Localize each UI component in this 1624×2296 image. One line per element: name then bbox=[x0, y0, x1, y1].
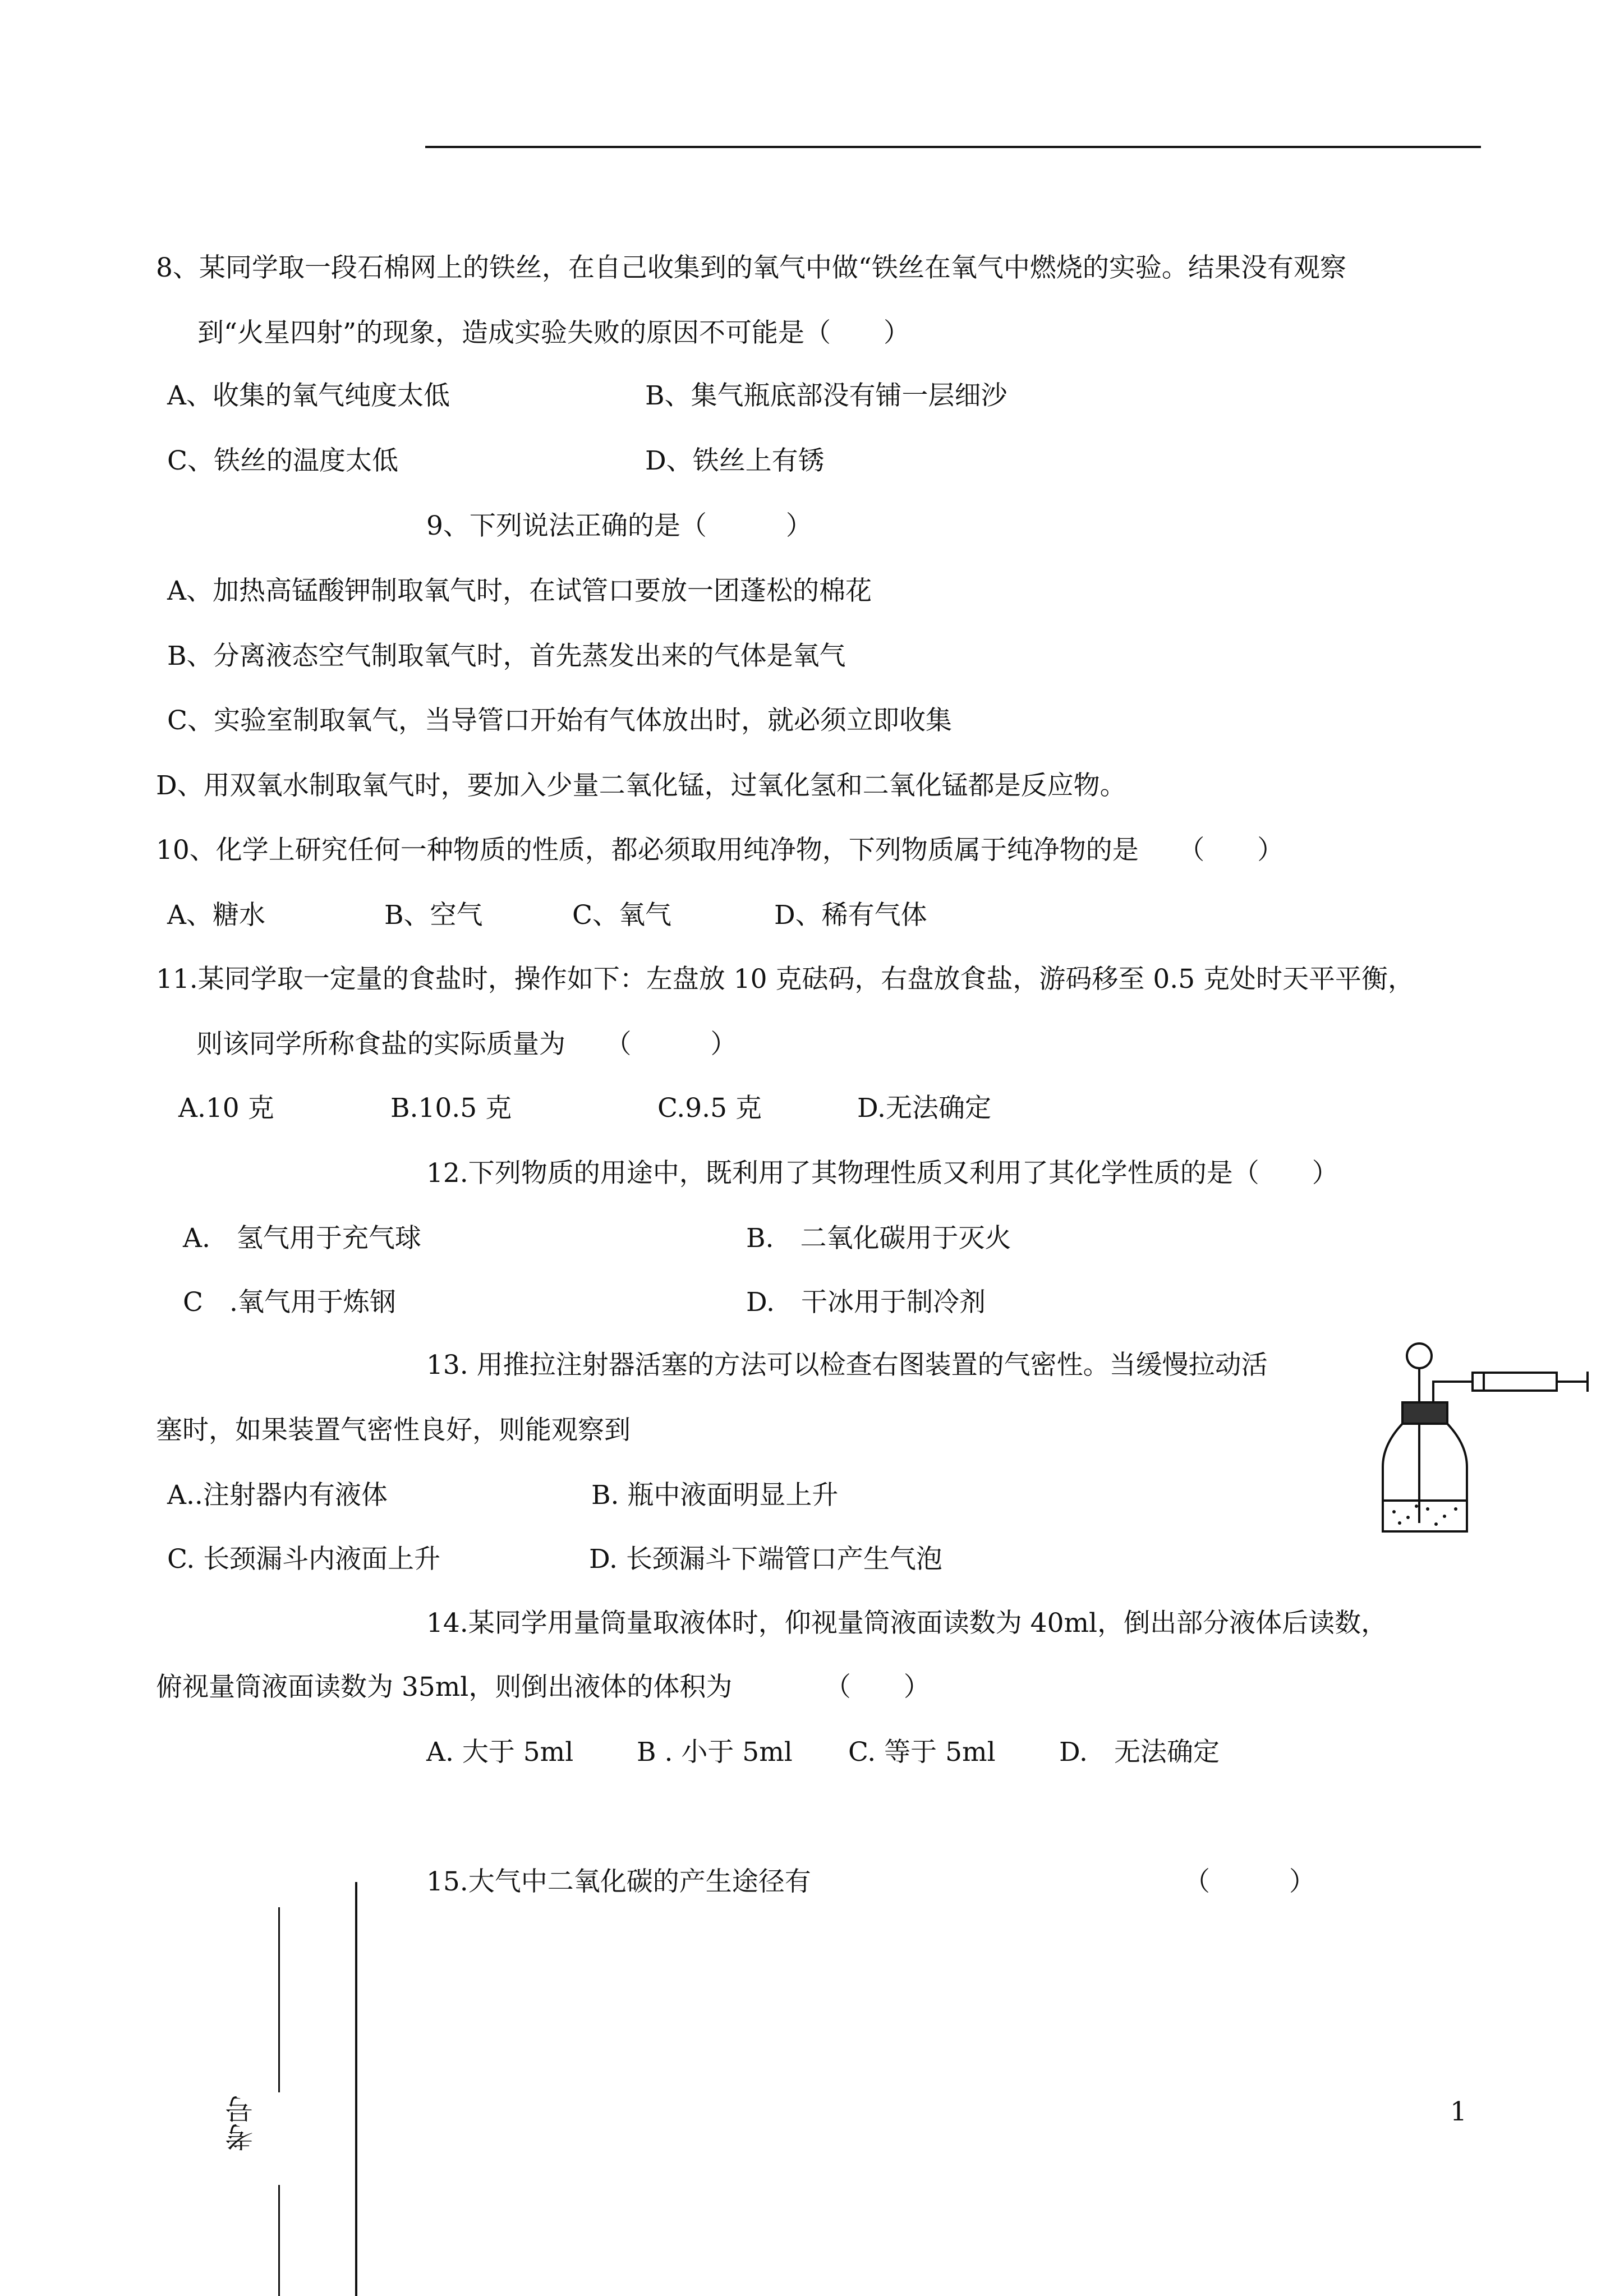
q8-option-b: B、集气瓶底部没有铺一层细沙 bbox=[645, 380, 1007, 411]
q12-option-d: D. 干冰用于制冷剂 bbox=[746, 1287, 986, 1318]
q11-stem-line1: 11.某同学取一定量的食盐时，操作如下：左盘放 10 克砝码，右盘放食盐，游码移至 0.5 克处时天平平衡， bbox=[156, 964, 1415, 995]
q14-stem-line2: 俯视量筒液面读数为 35ml，则倒出液体的体积为 （ ） bbox=[156, 1672, 930, 1703]
kaohao-blank-line-upper bbox=[278, 1907, 280, 2092]
q12-option-b: B. 二氧化碳用于灭火 bbox=[746, 1223, 1011, 1254]
exam-number-label: 考号 bbox=[225, 2095, 257, 2151]
q14-option-c: C. 等于 5ml bbox=[848, 1737, 996, 1768]
q10-stem: 10、化学上研究任何一种物质的性质，都必须取用纯净物，下列物质属于纯净物的是 （ ） bbox=[156, 835, 1284, 866]
q9-stem: 9、下列说法正确的是（ ） bbox=[426, 510, 812, 541]
syringe-barrel bbox=[1473, 1373, 1557, 1391]
q8-option-a: A、收集的氧气纯度太低 bbox=[167, 380, 450, 411]
q9-option-c: C、实验室制取氧气，当导管口开始有气体放出时，就必须立即收集 bbox=[167, 705, 952, 736]
syringe-bottle-apparatus-figure bbox=[1377, 1338, 1602, 1543]
q8-option-d: D、铁丝上有锈 bbox=[645, 445, 825, 476]
funnel-bulb bbox=[1407, 1343, 1432, 1368]
q9-option-a: A、加热高锰酸钾制取氧气时，在试管口要放一团蓬松的棉花 bbox=[167, 576, 872, 606]
q10-option-d: D、稀有气体 bbox=[774, 900, 927, 931]
q11-stem-line2: 则该同学所称食盐的实际质量为 （ ） bbox=[196, 1029, 737, 1060]
q13-option-a: A..注射器内有液体 bbox=[167, 1480, 388, 1511]
q8-option-c: C、铁丝的温度太低 bbox=[167, 445, 398, 476]
liquid-dots bbox=[1392, 1504, 1457, 1526]
side-tube bbox=[1433, 1382, 1473, 1402]
q13-option-d: D. 长颈漏斗下端管口产生气泡 bbox=[589, 1544, 942, 1575]
q13-option-b: B. 瓶中液面明显上升 bbox=[591, 1480, 839, 1511]
q8-stem-line1: 8、某同学取一段石棉网上的铁丝，在自己收集到的氧气中做“铁丝在氧气中燃烧的实验。结果没有观察 bbox=[156, 252, 1346, 283]
q14-option-b: B . 小于 5ml bbox=[637, 1737, 793, 1768]
q12-option-a: A. 氢气用于充气球 bbox=[183, 1223, 421, 1254]
q13-option-c: C. 长颈漏斗内液面上升 bbox=[167, 1544, 441, 1575]
q14-stem-line1: 14.某同学用量筒量取液体时，仰视量筒液面读数为 40ml，倒出部分液体后读数， bbox=[426, 1608, 1388, 1639]
q13-stem-line1: 13. 用推拉注射器活塞的方法可以检查右图装置的气密性。当缓慢拉动活 bbox=[426, 1350, 1268, 1381]
q13-stem-line2: 塞时，如果装置气密性良好，则能观察到 bbox=[156, 1415, 631, 1446]
q14-option-d: D. 无法确定 bbox=[1059, 1737, 1220, 1768]
q8-stem-line2: 到“火星四射”的现象，造成实验失败的原因不可能是（ ） bbox=[197, 318, 910, 348]
q15-answer-bracket: （ ） bbox=[1184, 1866, 1315, 1897]
kaohao-blank-line-lower bbox=[278, 2185, 280, 2296]
q12-option-c: C .氧气用于炼钢 bbox=[183, 1287, 396, 1318]
q9-option-d: D、用双氧水制取氧气时，要加入少量二氧化锰，过氧化氢和二氧化锰都是反应物。 bbox=[156, 770, 1126, 801]
q10-option-a: A、糖水 bbox=[167, 900, 265, 931]
q10-option-b: B、空气 bbox=[384, 900, 483, 931]
q10-option-c: C、氧气 bbox=[572, 900, 671, 931]
q11-option-d: D.无法确定 bbox=[857, 1093, 991, 1124]
q15-stem: 15.大气中二氧化碳的产生途径有 bbox=[426, 1866, 811, 1897]
q12-stem: 12.下列物质的用途中，既利用了其物理性质又利用了其化学性质的是（ ） bbox=[426, 1158, 1338, 1189]
header-rule bbox=[425, 146, 1481, 148]
stopper bbox=[1402, 1402, 1447, 1424]
margin-binding-line bbox=[355, 1882, 357, 2296]
q11-option-c: C.9.5 克 bbox=[657, 1093, 762, 1124]
q11-option-b: B.10.5 克 bbox=[390, 1093, 512, 1124]
q14-option-a: A. 大于 5ml bbox=[426, 1737, 574, 1768]
page-number: 1 bbox=[1450, 2096, 1467, 2127]
bottle bbox=[1383, 1424, 1467, 1531]
q11-option-a: A.10 克 bbox=[178, 1093, 274, 1124]
q9-option-b: B、分离液态空气制取氧气时，首先蒸发出来的气体是氧气 bbox=[167, 641, 846, 671]
